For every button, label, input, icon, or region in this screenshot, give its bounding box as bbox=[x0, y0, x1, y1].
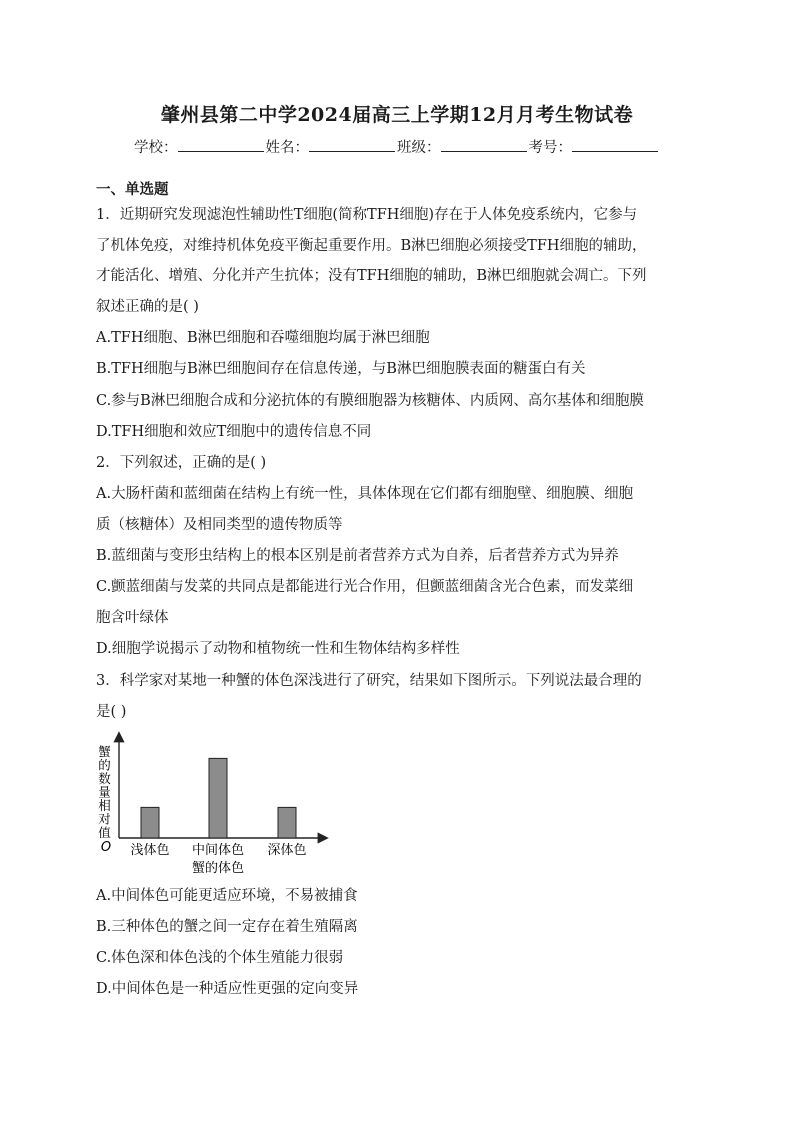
q3-option-a: A.中间体色可能更适应环境，不易被捕食 bbox=[96, 888, 358, 904]
q1-stem-line: 才能活化、增殖、分化并产生抗体；没有TFH细胞的辅助，B淋巴细胞就会凋亡。下列 bbox=[96, 268, 647, 284]
exam-number-label: 考号： bbox=[528, 140, 572, 156]
q1-option-b: B.TFH细胞与B淋巴细胞间存在信息传递，与B淋巴细胞膜表面的糖蛋白有关 bbox=[96, 361, 586, 377]
class-label: 班级： bbox=[397, 140, 441, 156]
bar-3 bbox=[278, 807, 296, 838]
x-axis-label: 蟹的体色 bbox=[191, 861, 245, 876]
q3-option-d: D.中间体色是一种适应性更强的定向变异 bbox=[96, 981, 359, 997]
q1-stem-line: 叙述正确的是( ) bbox=[96, 299, 199, 315]
q2-option-c-cont: 胞含叶绿体 bbox=[96, 610, 169, 626]
q2-option-a-cont: 质（核糖体）及相同类型的遗传物质等 bbox=[96, 517, 343, 533]
q2-option-b: B.蓝细菌与变形虫结构上的根本区别是前者营养方式为自养，后者营养方式为异养 bbox=[96, 548, 619, 564]
q2-stem: 2．下列叙述，正确的是( ) bbox=[96, 455, 267, 471]
bar-2 bbox=[209, 758, 227, 838]
q2-option-a: A.大肠杆菌和蓝细菌在结构上有统一性，具体体现在它们都有细胞壁、细胞膜、细胞 bbox=[96, 486, 634, 502]
category-label: 深体色 bbox=[267, 843, 307, 858]
exam-number-blank bbox=[572, 137, 658, 152]
q2-option-c: C.颤蓝细菌与发菜的共同点是都能进行光合作用，但颤蓝细菌含光合色素，而发菜细 bbox=[96, 579, 634, 595]
category-labels bbox=[130, 842, 306, 858]
q1-stem-line: 了机体免疫，对维持机体免疫平衡起重要作用。B淋巴细胞必须接受TFH细胞的辅助， bbox=[96, 238, 647, 254]
bar-1 bbox=[141, 807, 159, 838]
q1-option-c: C.参与B淋巴细胞合成和分泌抗体的有膜细胞器为核糖体、内质网、高尔基体和细胞膜 bbox=[96, 393, 644, 409]
name-label: 姓名： bbox=[265, 140, 309, 156]
q2-option-d: D.细胞学说揭示了动物和植物统一性和生物体结构多样性 bbox=[96, 641, 460, 657]
category-label: 中间体色 bbox=[191, 843, 245, 858]
q1-option-d: D.TFH细胞和效应T细胞中的遗传信息不同 bbox=[96, 424, 372, 440]
exam-title: 肇州县第二中学2024届高三上学期12月月考生物试卷 bbox=[160, 104, 634, 126]
class-blank bbox=[441, 137, 527, 152]
q1-stem-line: 1．近期研究发现滤泡性辅助性T细胞(简称TFH细胞)存在于人体免疫系统内，它参与 bbox=[96, 207, 638, 223]
school-blank bbox=[178, 137, 264, 152]
origin-label: O bbox=[100, 840, 112, 855]
crab-color-chart bbox=[92, 726, 342, 881]
section-title: 一、单选题 bbox=[96, 182, 169, 198]
q1-option-a: A.TFH细胞、B淋巴细胞和吞噬细胞均属于淋巴细胞 bbox=[96, 330, 430, 346]
school-label: 学校： bbox=[134, 140, 178, 156]
y-axis-label: 蟹的数量相对值 bbox=[96, 744, 112, 840]
category-label: 浅体色 bbox=[130, 843, 170, 858]
q3-option-b: B.三种体色的蟹之间一定存在着生殖隔离 bbox=[96, 919, 358, 935]
q3-option-c: C.体色深和体色浅的个体生殖能力很弱 bbox=[96, 950, 344, 966]
q3-stem-line: 3．科学家对某地一种蟹的体色深浅进行了研究，结果如下图所示。下列说法最合理的 bbox=[96, 673, 642, 689]
bars-layer bbox=[141, 758, 296, 838]
student-info-row bbox=[0, 136, 794, 157]
q3-stem-line: 是( ) bbox=[96, 704, 127, 720]
name-blank bbox=[309, 137, 395, 152]
